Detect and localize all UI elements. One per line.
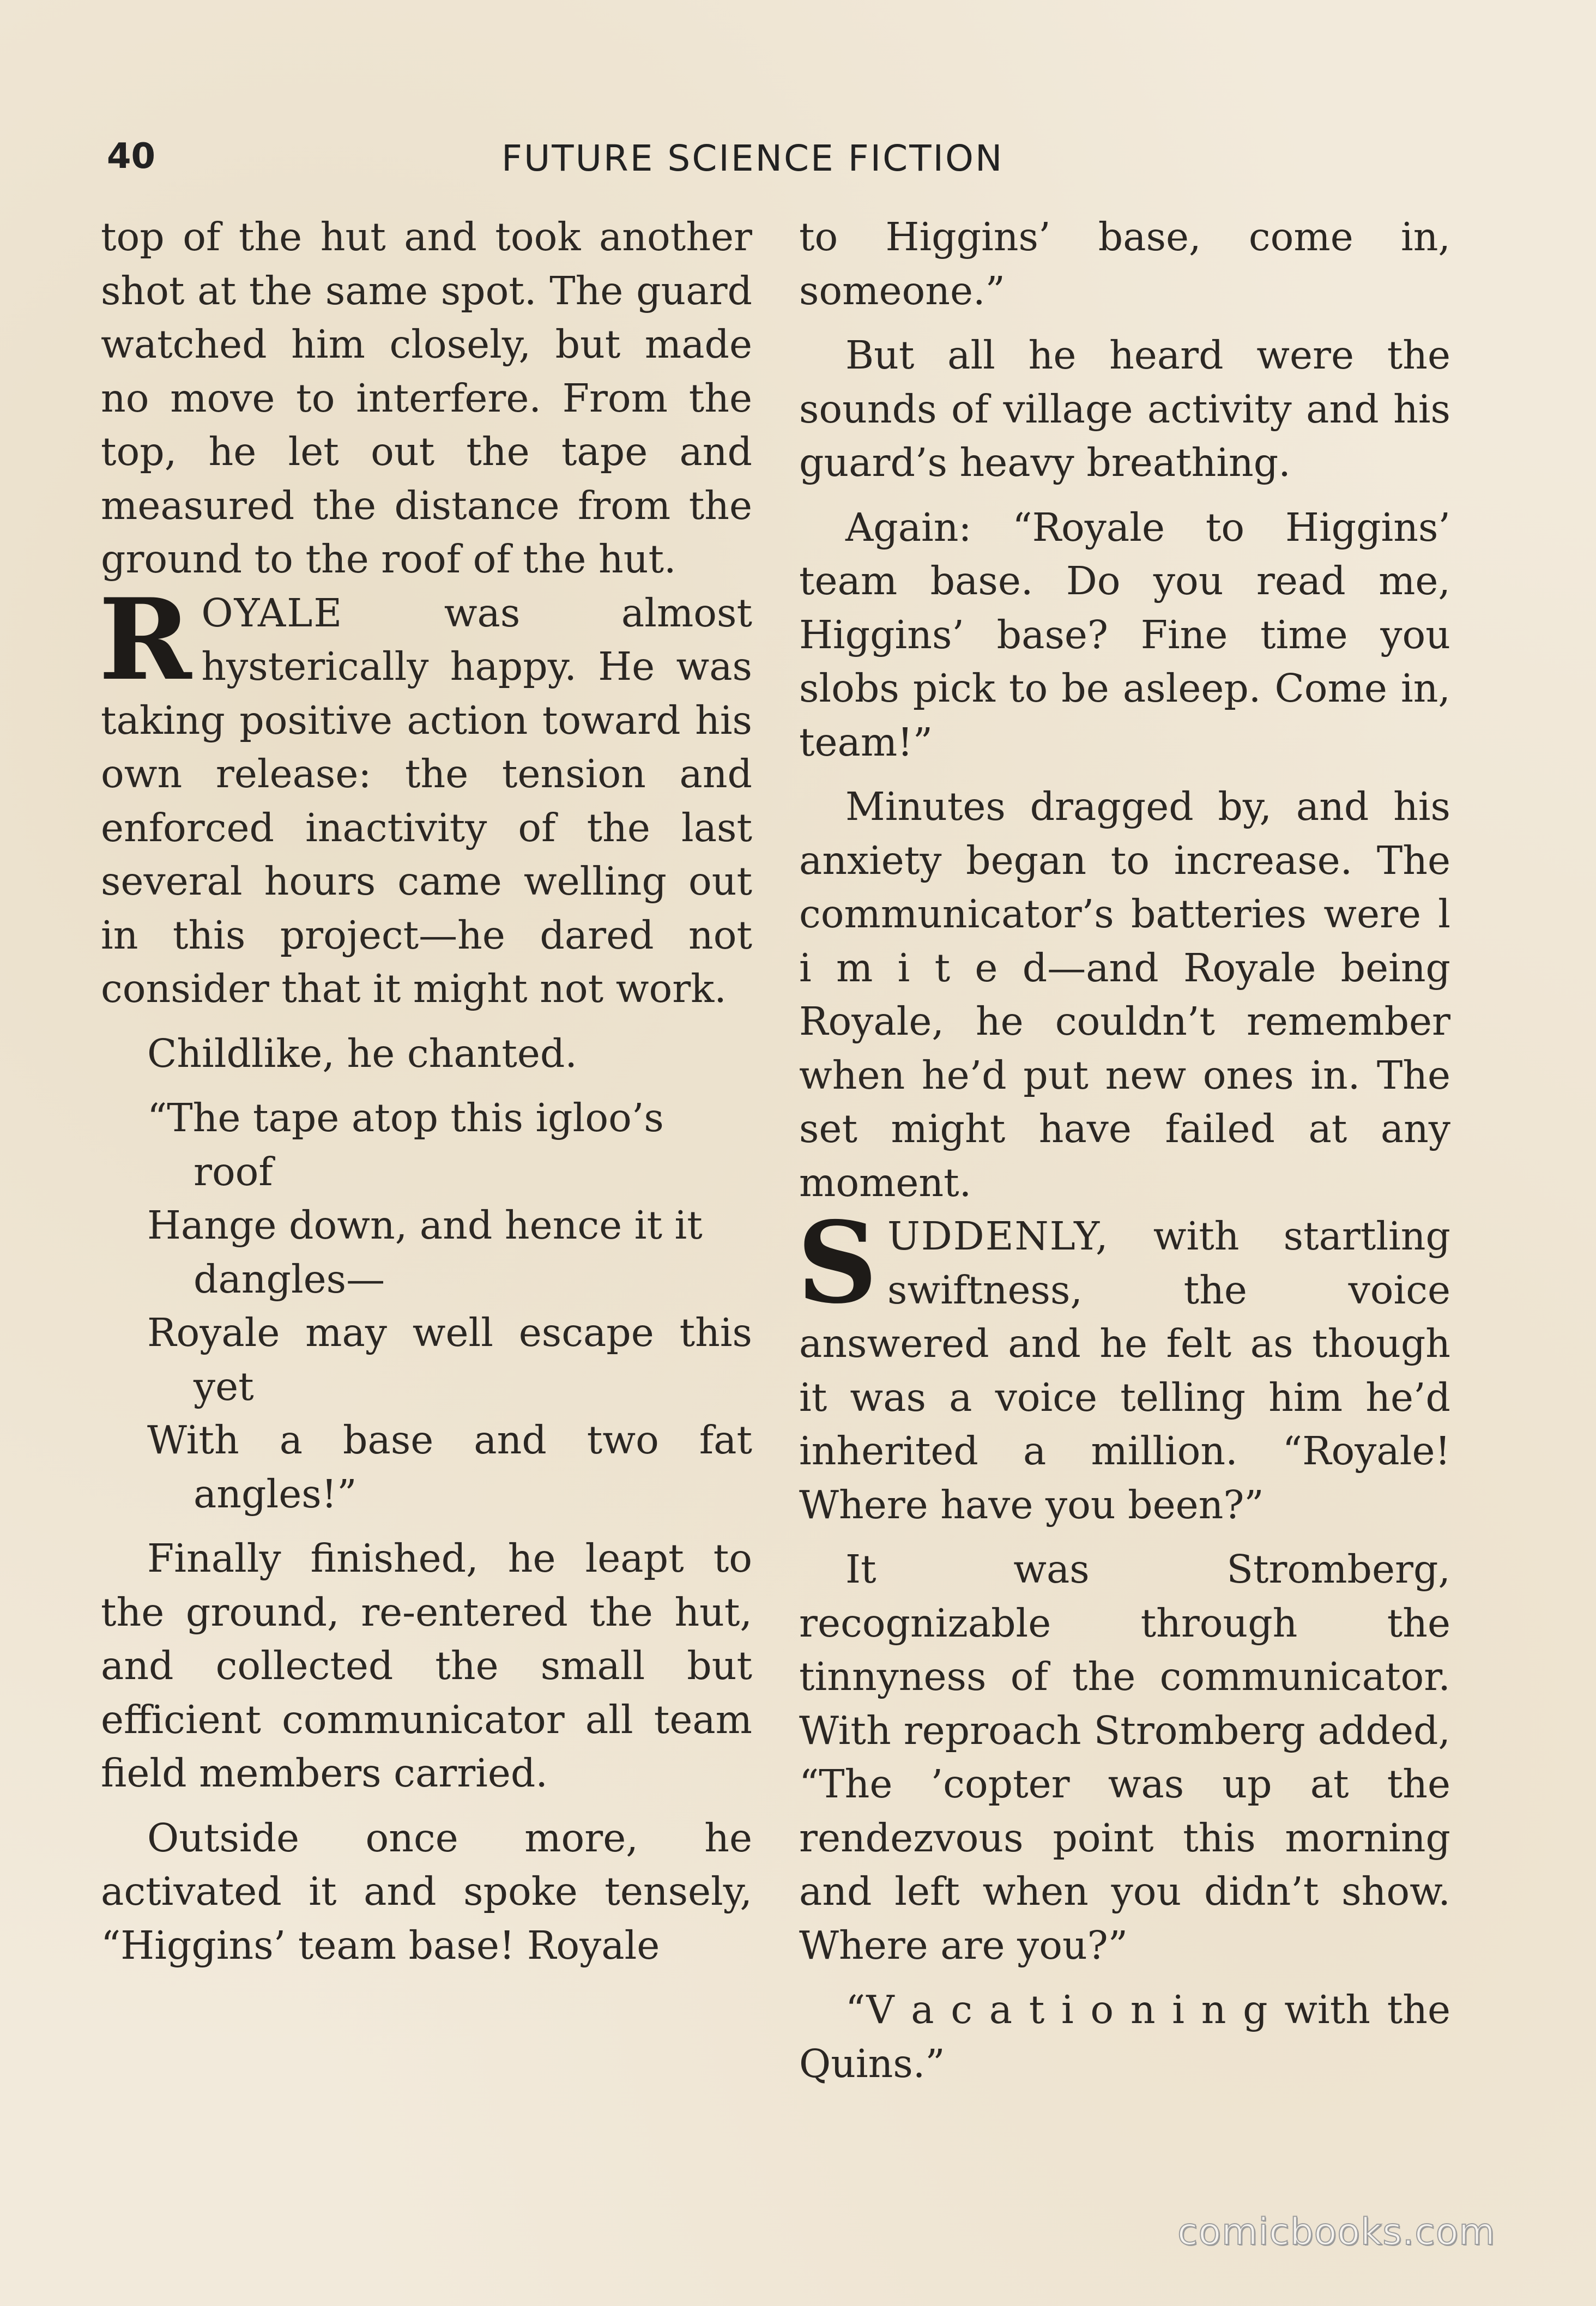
page-number: 40 bbox=[107, 136, 156, 177]
paragraph: Minutes dragged by, and his anxiety began to increase. The communicator’s batteries were l i m i t e d—and Royale being Royale, he couldn’t remember when he’d put new ones in. The set might have failed at any moment. bbox=[799, 784, 1450, 1205]
watermark-logo: comicbooks.com bbox=[1177, 2211, 1496, 2254]
verse-line: Royale may well escape this yet bbox=[147, 1310, 752, 1409]
small-caps-lead: OYALE bbox=[201, 590, 343, 636]
small-caps-lead: UDDENLY, bbox=[887, 1214, 1109, 1259]
paragraph: Outside once more, he activated it and spoke tensely, “Higgins’ team base! Royale bbox=[101, 1815, 752, 1968]
paragraph: Finally finished, he leapt to the ground, re-entered the hut, and collected the small but efficient communicator all team field members carried. bbox=[101, 1536, 752, 1796]
paragraph-text: was almost hysterically happy. He was taking positive action toward his own release: the tension and enforced inactivity of the last several hours came welling out in this project—he dared not consider that it might not work. bbox=[101, 590, 752, 1011]
paragraph: But all he heard were the sounds of village activity and his guard’s heavy breathing. bbox=[799, 333, 1450, 485]
drop-cap: S bbox=[797, 1198, 878, 1329]
paragraph: It was Stromberg, recognizable through the tinnyness of the communicator. With reproach Stromberg added, “The ’copter was up at the rendezvous point this morning and left when you didn’t show. Where are you?” bbox=[799, 1547, 1450, 1968]
paragraph: top of the hut and took another shot at the same spot. The guard watched him closely, but made no move to interfere. From the top, he let out the tape and measured the distance from the ground to the roof of the hut. bbox=[101, 214, 752, 582]
paragraph: to Higgins’ base, come in, someone.” bbox=[799, 214, 1450, 313]
paragraph-dropcap bbox=[797, 1198, 1450, 1532]
running-title: FUTURE SCIENCE FICTION bbox=[501, 137, 1004, 179]
paragraph-dropcap bbox=[99, 574, 752, 1016]
verse-line: “The tape atop this igloo’s roof bbox=[147, 1095, 664, 1194]
verse-line: With a base and two fat angles!” bbox=[147, 1417, 752, 1517]
paragraph: “V a c a t i o n i n g with the Quins.” bbox=[799, 1987, 1450, 2086]
paragraph-text: with startling swiftness, the voice answered and he felt as though it was a voice telling him he’d inherited a million. “Royale! Where have you been?” bbox=[799, 1214, 1450, 1528]
paragraph: Again: “Royale to Higgins’ team base. Do you read me, Higgins’ base? Fine time you slobs pick to be asleep. Come in, team!” bbox=[799, 504, 1450, 765]
paragraph: Childlike, he chanted. bbox=[147, 1030, 577, 1076]
verse-line: Hange down, and hence it it dangles— bbox=[147, 1203, 703, 1302]
left-column bbox=[101, 210, 752, 1972]
verse bbox=[101, 1091, 752, 1521]
right-column bbox=[799, 210, 1450, 2091]
drop-cap: R bbox=[99, 574, 192, 705]
